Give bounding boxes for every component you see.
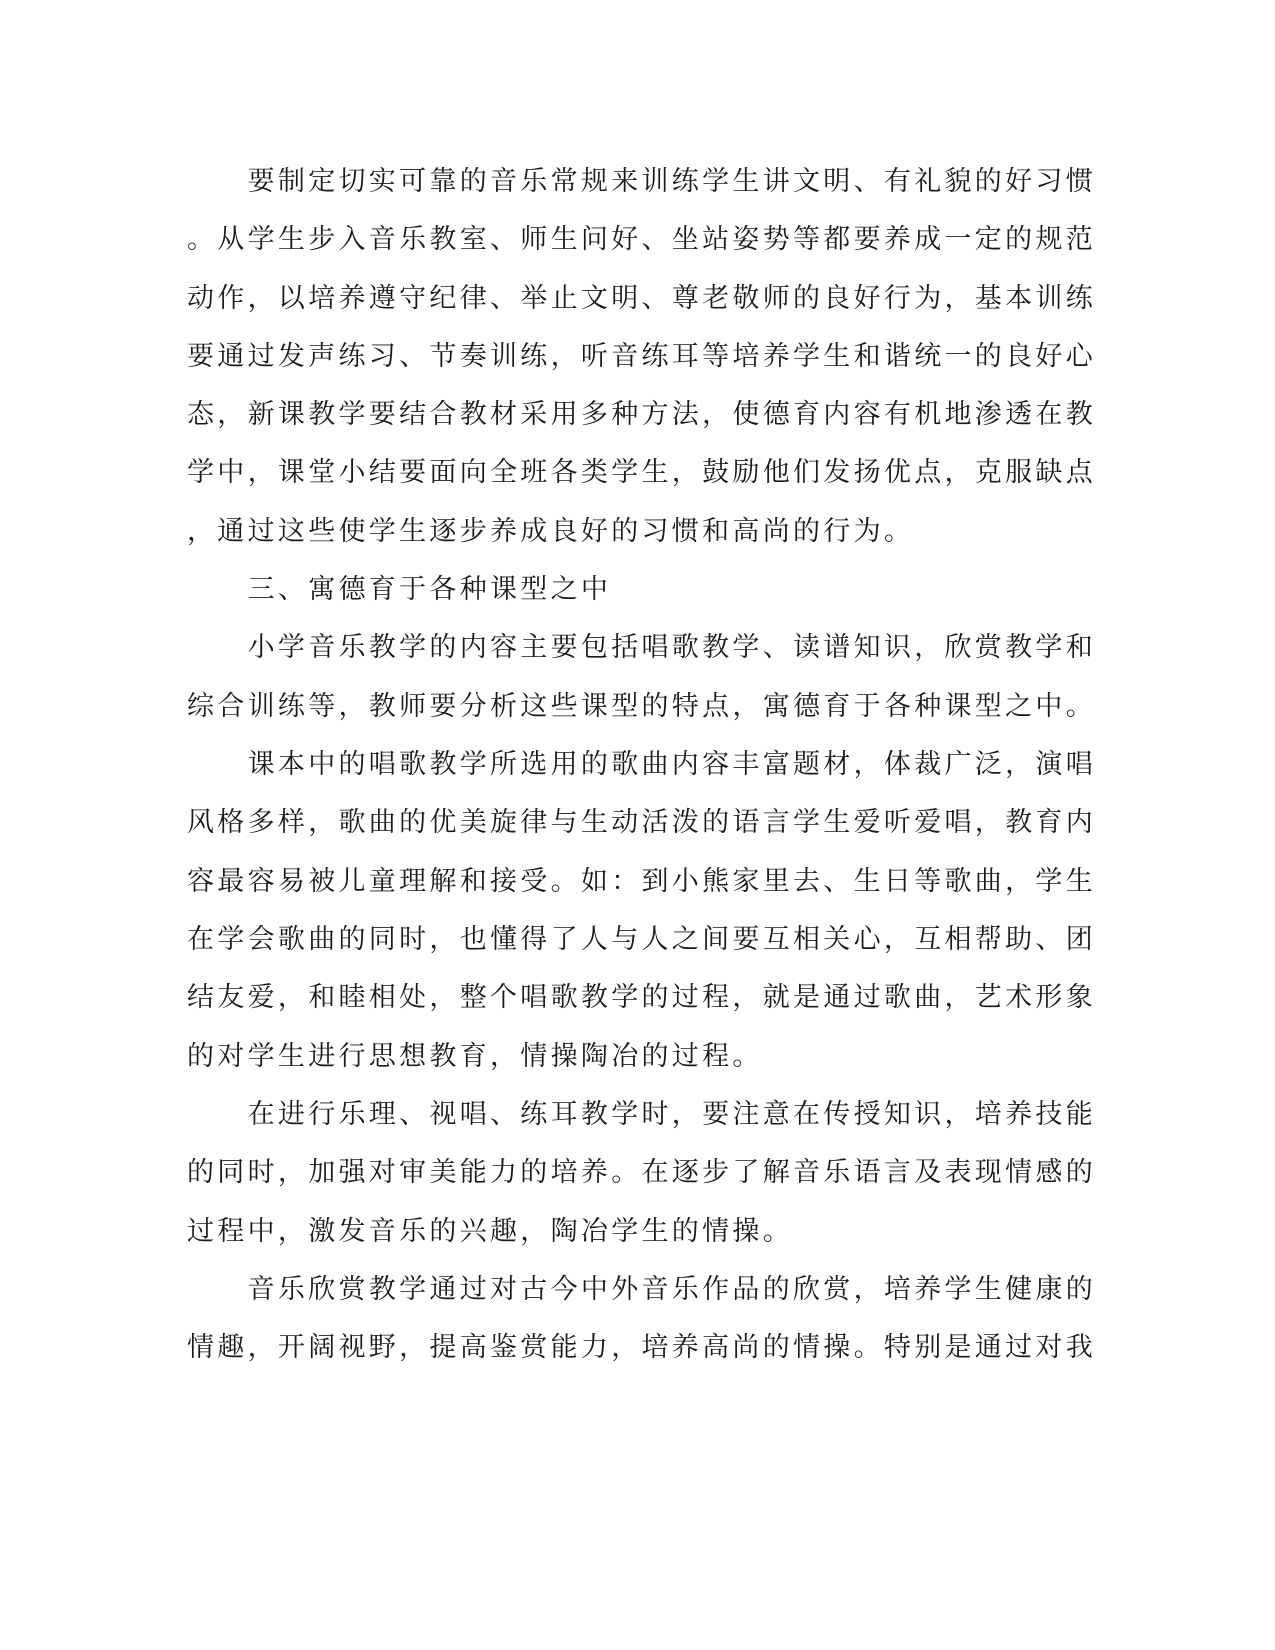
text-line: 过程中，激发音乐的兴趣，陶冶学生的情操。: [187, 1216, 793, 1247]
text-line: 结友爱，和睦相处，整个唱歌教学的过程，就是通过歌曲，艺术形象: [187, 982, 1096, 1013]
text-line: 情趣，开阔视野，提高鉴赏能力，培养高尚的情操。特别是通过对我: [187, 1332, 1096, 1363]
text-line: 要制定切实可靠的音乐常规来训练学生讲文明、有礼貌的好习惯: [187, 166, 1096, 197]
text-line: 音乐欣赏教学通过对古今中外音乐作品的欣赏，培养学生健康的: [187, 1274, 1096, 1305]
text-line: 学中，课堂小结要面向全班各类学生，鼓励他们发扬优点，克服缺点: [187, 457, 1096, 488]
text-line: 在进行乐理、视唱、练耳教学时，要注意在传授知识，培养技能: [187, 1099, 1096, 1130]
text-line: 在学会歌曲的同时，也懂得了人与人之间要互相关心，互相帮助、团: [187, 924, 1096, 955]
text-line: 容最容易被儿童理解和接受。如：到小熊家里去、生日等歌曲，学生: [187, 866, 1096, 897]
text-line: ，通过这些使学生逐步养成良好的习惯和高尚的行为。: [187, 516, 915, 547]
section-heading: 三、寓德育于各种课型之中: [187, 574, 612, 605]
text-line: 的对学生进行思想教育，情操陶冶的过程。: [187, 1041, 763, 1072]
text-line: 风格多样，歌曲的优美旋律与生动活泼的语言学生爱听爱唱，教育内: [187, 807, 1096, 838]
text-line: 课本中的唱歌教学所选用的歌曲内容丰富题材，体裁广泛，演唱: [187, 749, 1096, 780]
text-line: 要通过发声练习、节奏训练，听音练耳等培养学生和谐统一的良好心: [187, 341, 1096, 372]
text-line: 小学音乐教学的内容主要包括唱歌教学、读谱知识，欣赏教学和: [187, 632, 1096, 663]
text-line: 的同时，加强对审美能力的培养。在逐步了解音乐语言及表现情感的: [187, 1157, 1096, 1188]
text-line: 。从学生步入音乐教室、师生问好、坐站姿势等都要养成一定的规范: [187, 224, 1096, 255]
text-line: 态，新课教学要结合教材采用多种方法，使德育内容有机地渗透在教: [187, 399, 1096, 430]
text-line: 动作，以培养遵守纪律、举止文明、尊老敬师的良好行为，基本训练: [187, 283, 1096, 314]
text-line: 综合训练等，教师要分析这些课型的特点，寓德育于各种课型之中。: [187, 691, 1096, 722]
